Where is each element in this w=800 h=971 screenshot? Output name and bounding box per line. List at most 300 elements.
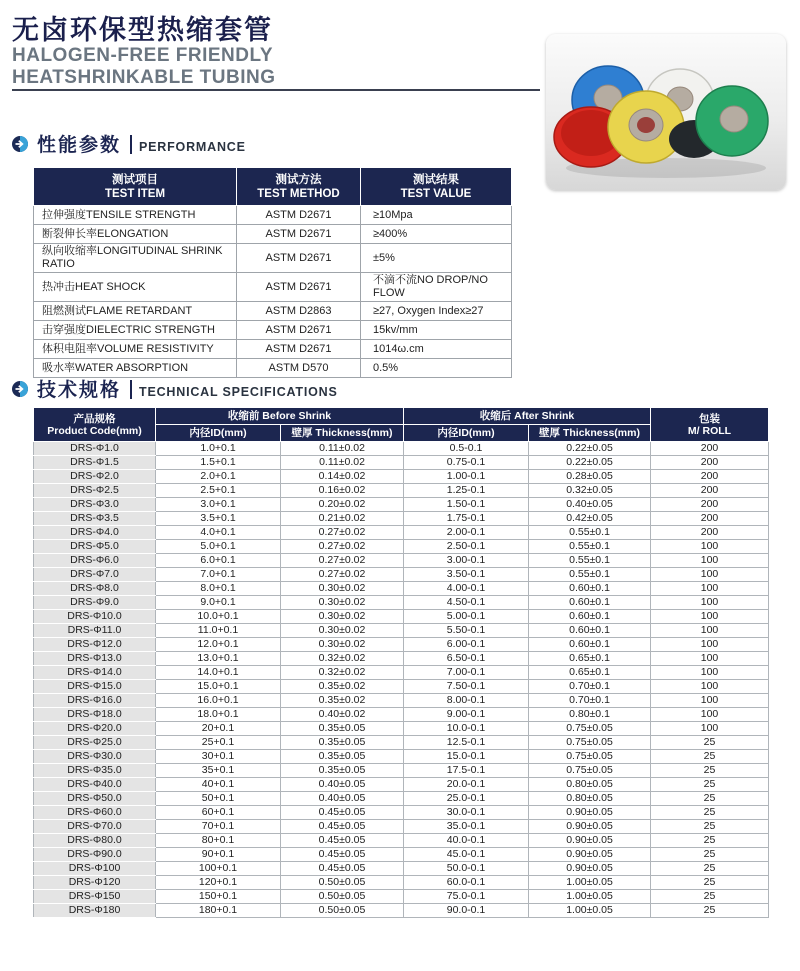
product-code-cell: DRS-Φ30.0 [34,750,156,764]
arrow-bullet-icon [12,381,28,397]
table-row [34,652,769,666]
product-code-cell: DRS-Φ60.0 [34,806,156,820]
before-thickness-cell: 0.40±0.05 [281,792,404,806]
test-value-cell: 不滴不流NO DROP/NO FLOW [361,273,512,302]
header-cn: 包装 [699,412,721,425]
product-code-cell: DRS-Φ5.0 [34,540,156,554]
performance-table [33,167,512,378]
product-code-cell: DRS-Φ25.0 [34,736,156,750]
table-row [34,273,512,302]
roll-length-cell: 100 [651,652,769,666]
before-id-cell: 5.0+0.1 [156,540,281,554]
product-code-cell: DRS-Φ150 [34,890,156,904]
product-code-cell: DRS-Φ3.5 [34,512,156,526]
test-item-cell: 吸水率WATER ABSORPTION [34,359,237,378]
table-row [34,484,769,498]
roll-length-cell: 25 [651,750,769,764]
test-method-cell: ASTM D2671 [237,321,361,340]
header-en: M/ ROLL [687,424,732,437]
before-id-cell: 6.0+0.1 [156,554,281,568]
section-title-cn: 性能参数 [37,135,122,156]
roll-length-cell: 25 [651,736,769,750]
roll-length-cell: 200 [651,456,769,470]
column-header-after-id: 内径ID(mm) [404,425,529,442]
table-row [34,442,769,456]
before-thickness-cell: 0.35±0.02 [281,680,404,694]
roll-length-cell: 100 [651,638,769,652]
after-thickness-cell: 0.90±0.05 [529,834,651,848]
before-id-cell: 9.0+0.1 [156,596,281,610]
section-header-specs [12,375,338,402]
column-header-before-thickness: 壁厚 Thickness(mm) [281,425,404,442]
subtitle-line-2: HEATSHRINKABLE TUBING [12,67,276,88]
before-id-cell: 4.0+0.1 [156,526,281,540]
test-value-cell: ≥27, Oxygen Index≥27 [361,302,512,321]
product-code-cell: DRS-Φ70.0 [34,820,156,834]
before-id-cell: 13.0+0.1 [156,652,281,666]
before-id-cell: 12.0+0.1 [156,638,281,652]
test-value-cell: 1014ω.cm [361,340,512,359]
table-row [34,666,769,680]
after-thickness-cell: 0.75±0.05 [529,722,651,736]
after-thickness-cell: 0.65±0.1 [529,652,651,666]
table-row [34,778,769,792]
test-value-cell: ±5% [361,244,512,273]
after-thickness-cell: 0.90±0.05 [529,848,651,862]
product-code-cell: DRS-Φ14.0 [34,666,156,680]
test-item-cell: 纵向收缩率LONGITUDINAL SHRINK RATIO [34,244,237,273]
table-row [34,526,769,540]
after-thickness-cell: 0.60±0.1 [529,624,651,638]
product-code-cell: DRS-Φ1.5 [34,456,156,470]
table-row [34,340,512,359]
header-divider [12,89,540,91]
after-thickness-cell: 0.90±0.05 [529,820,651,834]
section-title-en: PERFORMANCE [139,140,246,154]
table-row [34,876,769,890]
before-thickness-cell: 0.27±0.02 [281,540,404,554]
roll-length-cell: 25 [651,848,769,862]
before-thickness-cell: 0.27±0.02 [281,568,404,582]
before-id-cell: 30+0.1 [156,750,281,764]
table-row [34,890,769,904]
table-row [34,321,512,340]
before-thickness-cell: 0.45±0.05 [281,820,404,834]
after-id-cell: 5.50-0.1 [404,624,529,638]
after-id-cell: 1.50-0.1 [404,498,529,512]
after-id-cell: 8.00-0.1 [404,694,529,708]
before-thickness-cell: 0.27±0.02 [281,526,404,540]
section-title-separator [130,380,132,399]
after-id-cell: 7.50-0.1 [404,680,529,694]
header-cn: 测试方法 [275,173,322,186]
test-method-cell: ASTM D2671 [237,206,361,225]
before-thickness-cell: 0.40±0.05 [281,778,404,792]
section-title-en: TECHNICAL SPECIFICATIONS [139,385,338,399]
after-thickness-cell: 0.80±0.05 [529,792,651,806]
table-row [34,722,769,736]
after-id-cell: 15.0-0.1 [404,750,529,764]
before-id-cell: 60+0.1 [156,806,281,820]
roll-length-cell: 100 [651,694,769,708]
before-thickness-cell: 0.11±0.02 [281,456,404,470]
after-thickness-cell: 0.70±0.1 [529,694,651,708]
before-thickness-cell: 0.27±0.02 [281,554,404,568]
before-thickness-cell: 0.35±0.05 [281,750,404,764]
table-row [34,554,769,568]
column-group-before-shrink: 收缩前 Before Shrink [156,408,404,425]
before-thickness-cell: 0.50±0.05 [281,890,404,904]
before-id-cell: 14.0+0.1 [156,666,281,680]
before-thickness-cell: 0.35±0.05 [281,722,404,736]
test-item-cell: 断裂伸长率ELONGATION [34,225,237,244]
roll-length-cell: 200 [651,526,769,540]
table-row [34,470,769,484]
product-code-cell: DRS-Φ20.0 [34,722,156,736]
after-id-cell: 3.00-0.1 [404,554,529,568]
roll-length-cell: 25 [651,764,769,778]
after-thickness-cell: 0.65±0.1 [529,666,651,680]
after-id-cell: 17.5-0.1 [404,764,529,778]
after-thickness-cell: 0.55±0.1 [529,568,651,582]
after-thickness-cell: 0.60±0.1 [529,638,651,652]
after-id-cell: 7.00-0.1 [404,666,529,680]
roll-length-cell: 25 [651,890,769,904]
before-id-cell: 15.0+0.1 [156,680,281,694]
product-code-cell: DRS-Φ12.0 [34,638,156,652]
product-code-cell: DRS-Φ80.0 [34,834,156,848]
after-thickness-cell: 0.55±0.1 [529,540,651,554]
page-subtitle [12,45,275,89]
after-thickness-cell: 0.28±0.05 [529,470,651,484]
after-id-cell: 25.0-0.1 [404,792,529,806]
product-code-cell: DRS-Φ50.0 [34,792,156,806]
roll-length-cell: 100 [651,680,769,694]
before-thickness-cell: 0.45±0.05 [281,862,404,876]
table-row [34,568,769,582]
header-en: TEST VALUE [400,187,472,200]
table-row [34,806,769,820]
test-value-cell: 0.5% [361,359,512,378]
roll-length-cell: 200 [651,484,769,498]
product-code-cell: DRS-Φ13.0 [34,652,156,666]
before-thickness-cell: 0.11±0.02 [281,442,404,456]
header-en: TEST METHOD [257,187,340,200]
table-row [34,820,769,834]
after-id-cell: 20.0-0.1 [404,778,529,792]
table-row [34,694,769,708]
before-thickness-cell: 0.40±0.02 [281,708,404,722]
header-en: Product Code(mm) [47,424,142,437]
after-id-cell: 1.75-0.1 [404,512,529,526]
table-row [34,302,512,321]
roll-length-cell: 25 [651,806,769,820]
product-code-cell: DRS-Φ15.0 [34,680,156,694]
product-code-cell: DRS-Φ35.0 [34,764,156,778]
table-row [34,225,512,244]
before-id-cell: 1.0+0.1 [156,442,281,456]
before-id-cell: 35+0.1 [156,764,281,778]
table-row [34,512,769,526]
specifications-table [33,407,769,918]
table-row [34,582,769,596]
after-thickness-cell: 0.80±0.05 [529,778,651,792]
table-row [34,708,769,722]
before-thickness-cell: 0.35±0.02 [281,694,404,708]
after-thickness-cell: 0.90±0.05 [529,862,651,876]
column-header-package [651,408,769,442]
after-thickness-cell: 0.70±0.1 [529,680,651,694]
after-id-cell: 75.0-0.1 [404,890,529,904]
table-row [34,680,769,694]
table-row [34,904,769,918]
after-thickness-cell: 0.60±0.1 [529,596,651,610]
test-value-cell: ≥10Mpa [361,206,512,225]
after-thickness-cell: 0.22±0.05 [529,456,651,470]
after-id-cell: 0.5-0.1 [404,442,529,456]
product-code-cell: DRS-Φ90.0 [34,848,156,862]
product-code-cell: DRS-Φ1.0 [34,442,156,456]
test-item-cell: 阻燃测试FLAME RETARDANT [34,302,237,321]
product-code-cell: DRS-Φ2.5 [34,484,156,498]
product-code-cell: DRS-Φ180 [34,904,156,918]
performance-header-row [34,168,512,206]
after-id-cell: 0.75-0.1 [404,456,529,470]
test-method-cell: ASTM D570 [237,359,361,378]
section-header-performance [12,130,246,157]
table-row [34,638,769,652]
before-thickness-cell: 0.32±0.02 [281,652,404,666]
before-id-cell: 25+0.1 [156,736,281,750]
after-id-cell: 90.0-0.1 [404,904,529,918]
product-code-cell: DRS-Φ16.0 [34,694,156,708]
table-row [34,456,769,470]
after-id-cell: 5.00-0.1 [404,610,529,624]
after-thickness-cell: 0.42±0.05 [529,512,651,526]
table-row [34,624,769,638]
roll-length-cell: 200 [651,512,769,526]
after-id-cell: 2.00-0.1 [404,526,529,540]
after-id-cell: 60.0-0.1 [404,876,529,890]
header-cn: 测试项目 [112,173,158,186]
before-id-cell: 90+0.1 [156,848,281,862]
before-thickness-cell: 0.20±0.02 [281,498,404,512]
after-id-cell: 50.0-0.1 [404,862,529,876]
after-id-cell: 6.50-0.1 [404,652,529,666]
roll-length-cell: 25 [651,778,769,792]
after-thickness-cell: 0.55±0.1 [529,554,651,568]
after-id-cell: 40.0-0.1 [404,834,529,848]
after-id-cell: 1.25-0.1 [404,484,529,498]
before-thickness-cell: 0.45±0.05 [281,834,404,848]
roll-length-cell: 25 [651,820,769,834]
roll-length-cell: 100 [651,722,769,736]
column-header-product-code [34,408,156,442]
column-header-after-thickness: 壁厚 Thickness(mm) [529,425,651,442]
after-thickness-cell: 1.00±0.05 [529,876,651,890]
after-id-cell: 10.0-0.1 [404,722,529,736]
after-id-cell: 2.50-0.1 [404,540,529,554]
before-thickness-cell: 0.35±0.05 [281,736,404,750]
product-code-cell: DRS-Φ100 [34,862,156,876]
before-id-cell: 180+0.1 [156,904,281,918]
before-id-cell: 8.0+0.1 [156,582,281,596]
table-row [34,750,769,764]
spec-header-row-1 [34,408,769,425]
column-header-test-item [34,168,237,206]
column-header-before-id: 内径ID(mm) [156,425,281,442]
roll-length-cell: 25 [651,792,769,806]
before-id-cell: 40+0.1 [156,778,281,792]
before-id-cell: 1.5+0.1 [156,456,281,470]
roll-length-cell: 100 [651,568,769,582]
before-thickness-cell: 0.32±0.02 [281,666,404,680]
roll-length-cell: 25 [651,862,769,876]
before-id-cell: 150+0.1 [156,890,281,904]
after-id-cell: 30.0-0.1 [404,806,529,820]
after-id-cell: 35.0-0.1 [404,820,529,834]
before-thickness-cell: 0.30±0.02 [281,596,404,610]
header-cn: 产品规格 [73,412,116,425]
before-id-cell: 10.0+0.1 [156,610,281,624]
after-thickness-cell: 0.60±0.1 [529,610,651,624]
subtitle-line-1: HALOGEN-FREE FRIENDLY [12,45,274,66]
roll-length-cell: 100 [651,666,769,680]
section-title-cn: 技术规格 [37,380,122,401]
before-thickness-cell: 0.35±0.05 [281,764,404,778]
test-item-cell: 体积电阻率VOLUME RESISTIVITY [34,340,237,359]
after-thickness-cell: 0.40±0.05 [529,498,651,512]
before-thickness-cell: 0.45±0.05 [281,848,404,862]
before-thickness-cell: 0.30±0.02 [281,638,404,652]
product-code-cell: DRS-Φ40.0 [34,778,156,792]
table-row [34,610,769,624]
before-id-cell: 16.0+0.1 [156,694,281,708]
before-id-cell: 70+0.1 [156,820,281,834]
roll-length-cell: 200 [651,470,769,484]
after-thickness-cell: 0.55±0.1 [529,526,651,540]
after-thickness-cell: 0.32±0.05 [529,484,651,498]
after-id-cell: 12.5-0.1 [404,736,529,750]
table-row [34,792,769,806]
after-thickness-cell: 0.22±0.05 [529,442,651,456]
after-id-cell: 4.50-0.1 [404,596,529,610]
before-id-cell: 20+0.1 [156,722,281,736]
section-title-separator [130,135,132,154]
before-id-cell: 50+0.1 [156,792,281,806]
table-row [34,540,769,554]
before-id-cell: 2.5+0.1 [156,484,281,498]
before-id-cell: 7.0+0.1 [156,568,281,582]
before-thickness-cell: 0.21±0.02 [281,512,404,526]
table-row [34,848,769,862]
before-id-cell: 11.0+0.1 [156,624,281,638]
after-thickness-cell: 1.00±0.05 [529,890,651,904]
product-code-cell: DRS-Φ7.0 [34,568,156,582]
test-item-cell: 热冲击HEAT SHOCK [34,273,237,302]
before-thickness-cell: 0.50±0.05 [281,876,404,890]
roll-length-cell: 100 [651,596,769,610]
test-item-cell: 击穿强度DIELECTRIC STRENGTH [34,321,237,340]
before-thickness-cell: 0.45±0.05 [281,806,404,820]
before-id-cell: 3.0+0.1 [156,498,281,512]
after-id-cell: 3.50-0.1 [404,568,529,582]
header-en: TEST ITEM [104,187,166,200]
roll-length-cell: 100 [651,624,769,638]
test-value-cell: 15kv/mm [361,321,512,340]
product-code-cell: DRS-Φ11.0 [34,624,156,638]
before-id-cell: 100+0.1 [156,862,281,876]
after-thickness-cell: 0.60±0.1 [529,582,651,596]
after-thickness-cell: 0.75±0.05 [529,750,651,764]
before-thickness-cell: 0.50±0.05 [281,904,404,918]
after-thickness-cell: 0.75±0.05 [529,736,651,750]
table-row [34,498,769,512]
roll-length-cell: 25 [651,876,769,890]
roll-length-cell: 200 [651,498,769,512]
product-code-cell: DRS-Φ120 [34,876,156,890]
roll-length-cell: 100 [651,540,769,554]
after-thickness-cell: 0.80±0.1 [529,708,651,722]
table-row [34,862,769,876]
product-code-cell: DRS-Φ10.0 [34,610,156,624]
column-header-test-value [361,168,512,206]
column-header-test-method [237,168,361,206]
after-thickness-cell: 0.90±0.05 [529,806,651,820]
product-code-cell: DRS-Φ3.0 [34,498,156,512]
page-title: 无卤环保型热缩套管 [12,15,273,45]
column-group-after-shrink: 收缩后 After Shrink [404,408,651,425]
roll-length-cell: 100 [651,708,769,722]
roll-length-cell: 25 [651,904,769,918]
after-id-cell: 9.00-0.1 [404,708,529,722]
test-method-cell: ASTM D2671 [237,340,361,359]
product-code-cell: DRS-Φ2.0 [34,470,156,484]
before-id-cell: 3.5+0.1 [156,512,281,526]
roll-length-cell: 25 [651,834,769,848]
after-id-cell: 1.00-0.1 [404,470,529,484]
product-photo [546,34,786,190]
before-id-cell: 18.0+0.1 [156,708,281,722]
test-item-cell: 拉伸强度TENSILE STRENGTH [34,206,237,225]
test-method-cell: ASTM D2671 [237,273,361,302]
product-code-cell: DRS-Φ4.0 [34,526,156,540]
after-id-cell: 45.0-0.1 [404,848,529,862]
product-code-cell: DRS-Φ6.0 [34,554,156,568]
before-thickness-cell: 0.30±0.02 [281,624,404,638]
test-method-cell: ASTM D2863 [237,302,361,321]
after-thickness-cell: 1.00±0.05 [529,904,651,918]
roll-length-cell: 100 [651,554,769,568]
before-id-cell: 120+0.1 [156,876,281,890]
header-cn: 测试结果 [413,173,459,186]
table-row [34,764,769,778]
table-row [34,736,769,750]
roll-length-cell: 200 [651,442,769,456]
after-thickness-cell: 0.75±0.05 [529,764,651,778]
table-row [34,596,769,610]
table-row [34,206,512,225]
before-thickness-cell: 0.14±0.02 [281,470,404,484]
before-thickness-cell: 0.16±0.02 [281,484,404,498]
after-id-cell: 4.00-0.1 [404,582,529,596]
before-thickness-cell: 0.30±0.02 [281,582,404,596]
before-id-cell: 80+0.1 [156,834,281,848]
after-id-cell: 6.00-0.1 [404,638,529,652]
before-id-cell: 2.0+0.1 [156,470,281,484]
table-row [34,244,512,273]
test-value-cell: ≥400% [361,225,512,244]
